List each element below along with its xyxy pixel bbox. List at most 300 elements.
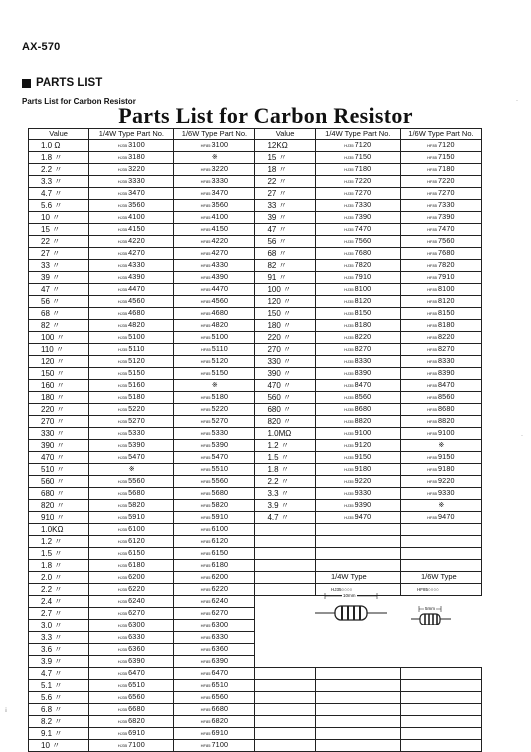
- empty-cell: [315, 524, 400, 536]
- resistor-value: 3.6 〃: [29, 644, 89, 656]
- quarter-watt-part: [89, 200, 174, 212]
- part-number: 6820: [128, 716, 145, 725]
- part-prefix: HJ35: [117, 695, 128, 700]
- sixth-watt-part: [400, 404, 481, 416]
- table-row: [29, 716, 482, 728]
- part-prefix: HF85: [200, 443, 211, 448]
- part-prefix: HJ35: [344, 311, 354, 316]
- table-row: [29, 416, 482, 428]
- resistor-value: 2.0 〃: [29, 572, 89, 584]
- part-prefix: HJ35: [117, 275, 128, 280]
- part-number: 8220: [437, 332, 455, 341]
- part-number: 6200: [128, 572, 145, 581]
- part-number: 6270: [128, 608, 145, 617]
- part-number: ※: [438, 440, 445, 449]
- quarter-watt-part: [89, 620, 174, 632]
- part-prefix: HF85: [427, 347, 437, 352]
- part-number: 3560: [128, 200, 145, 209]
- resistor-value: 1.8 〃: [255, 464, 315, 476]
- empty-cell: [315, 632, 400, 644]
- sixth-watt-part: [174, 452, 255, 464]
- part-prefix: HF85: [427, 203, 437, 208]
- part-number: 5820: [211, 500, 229, 509]
- quarter-watt-part: [89, 356, 174, 368]
- part-number: 7390: [354, 212, 372, 221]
- quarter-watt-part: [315, 476, 400, 488]
- resistor-value: 5.1 〃: [29, 680, 89, 692]
- part-number: 6300: [211, 620, 229, 629]
- sixth-watt-part: [400, 308, 481, 320]
- part-prefix: HF85: [200, 395, 211, 400]
- part-number: ※: [211, 380, 219, 389]
- sixth-watt-part: [400, 344, 481, 356]
- quarter-watt-part: [89, 164, 174, 176]
- part-prefix: HJ35: [344, 251, 354, 256]
- part-number: 8150: [354, 308, 372, 317]
- sixth-watt-part: [174, 572, 255, 584]
- resistor-value: 47 〃: [255, 224, 315, 236]
- part-number: 9330: [354, 488, 372, 497]
- quarter-watt-part: [315, 164, 400, 176]
- part-number: 8100: [354, 284, 372, 293]
- quarter-watt-part: [89, 464, 174, 476]
- empty-cell: [400, 548, 481, 560]
- part-prefix: HJ35: [117, 179, 128, 184]
- quarter-watt-part: [89, 680, 174, 692]
- part-prefix: HJ35: [344, 323, 354, 328]
- table-row: [29, 356, 482, 368]
- part-prefix: HF85: [427, 155, 437, 160]
- part-prefix: HJ35: [117, 287, 128, 292]
- quarter-watt-part: [89, 644, 174, 656]
- part-number: 4330: [128, 260, 145, 269]
- part-number: 7910: [354, 272, 372, 281]
- part-prefix: HF85: [427, 455, 437, 460]
- part-number: 4680: [128, 308, 145, 317]
- part-prefix: HJ35: [344, 239, 354, 244]
- part-prefix: HJ35: [117, 239, 128, 244]
- resistor-value: 68 〃: [29, 308, 89, 320]
- part-prefix: HJ35: [117, 311, 128, 316]
- part-prefix: HF85: [200, 275, 211, 280]
- part-number: 6510: [128, 680, 145, 689]
- part-prefix: HF85: [427, 419, 437, 424]
- resistor-value: 5.6 〃: [29, 200, 89, 212]
- part-prefix: HF85: [200, 359, 211, 364]
- part-number: 3180: [128, 152, 145, 161]
- part-prefix: HJ35: [117, 455, 128, 460]
- table-row: [29, 248, 482, 260]
- sixth-code: HF85○○○○: [417, 587, 439, 592]
- resistor-value: 120 〃: [255, 296, 315, 308]
- quarter-watt-part: [89, 584, 174, 596]
- sixth-watt-part: [174, 500, 255, 512]
- part-prefix: HJ35: [117, 203, 128, 208]
- part-number: 7270: [354, 188, 372, 197]
- table-row: [29, 656, 482, 668]
- resistor-value: 820 〃: [255, 416, 315, 428]
- quarter-watt-part: [89, 524, 174, 536]
- resistor-value: 4.7 〃: [29, 668, 89, 680]
- resistor-value: 150 〃: [255, 308, 315, 320]
- empty-cell: [255, 656, 315, 668]
- resistor-value: 27 〃: [29, 248, 89, 260]
- resistor-value: 3.3 〃: [255, 488, 315, 500]
- part-prefix: HF85: [200, 251, 211, 256]
- empty-cell: [255, 584, 315, 596]
- part-prefix: HF85: [200, 695, 211, 700]
- sixth-watt-part: [174, 284, 255, 296]
- table-row: [29, 680, 482, 692]
- part-prefix: HJ35: [344, 215, 354, 220]
- part-prefix: HJ35: [117, 335, 128, 340]
- table-row: [29, 272, 482, 284]
- resistor-value: 560 〃: [255, 392, 315, 404]
- part-number: 6220: [128, 584, 145, 593]
- sixth-watt-part: [400, 320, 481, 332]
- table-row: [29, 320, 482, 332]
- part-prefix: HF85: [200, 491, 211, 496]
- part-number: 5180: [128, 392, 145, 401]
- resistor-value: 22 〃: [29, 236, 89, 248]
- quarter-watt-part: [89, 188, 174, 200]
- sixth-watt-part: [174, 656, 255, 668]
- part-prefix: HF85: [427, 491, 437, 496]
- part-number: 7390: [437, 212, 455, 221]
- table-row: [29, 260, 482, 272]
- sixth-watt-part: [400, 476, 481, 488]
- resistor-drawings: [311, 565, 482, 625]
- sixth-watt-part: [174, 560, 255, 572]
- part-number: 8560: [437, 392, 455, 401]
- table-row: [29, 284, 482, 296]
- resistor-value: 560 〃: [29, 476, 89, 488]
- part-prefix: HJ35: [344, 335, 354, 340]
- part-prefix: HJ35: [117, 587, 128, 592]
- quarter-watt-part: [89, 212, 174, 224]
- table-row: [29, 380, 482, 392]
- resistor-value: 470 〃: [255, 380, 315, 392]
- sixth-watt-part: [174, 248, 255, 260]
- part-number: 6680: [211, 704, 229, 713]
- resistor-value: 3.9 〃: [29, 656, 89, 668]
- sixth-watt-part: [174, 320, 255, 332]
- sixth-watt-part: [174, 392, 255, 404]
- resistor-value: 120 〃: [29, 356, 89, 368]
- part-prefix: HJ35: [117, 155, 128, 160]
- quarter-watt-part: [315, 440, 400, 452]
- part-prefix: HF85: [200, 719, 211, 724]
- part-prefix: HF85: [200, 191, 211, 196]
- part-prefix: HJ35: [117, 551, 128, 556]
- empty-cell: [255, 680, 315, 692]
- sixth-watt-part: [174, 272, 255, 284]
- part-number: 6360: [211, 644, 229, 653]
- part-number: 5510: [211, 464, 229, 473]
- part-prefix: HJ35: [344, 479, 354, 484]
- part-prefix: HJ35: [117, 683, 128, 688]
- part-number: 4270: [128, 248, 145, 257]
- part-number: 8150: [437, 308, 455, 317]
- part-number: 5910: [211, 512, 229, 521]
- empty-cell: [255, 704, 315, 716]
- part-prefix: HF85: [427, 239, 437, 244]
- sixth-watt-part: [174, 404, 255, 416]
- quarter-watt-part: [315, 308, 400, 320]
- table-row: [29, 440, 482, 452]
- resistor-value: 1.0 Ω: [29, 140, 89, 152]
- sixth-watt-part: [400, 512, 481, 524]
- part-number: 7820: [354, 260, 372, 269]
- empty-cell: [255, 620, 315, 632]
- part-prefix: HF85: [427, 515, 437, 520]
- part-prefix: HJ35: [117, 407, 128, 412]
- sixth-watt-part: [400, 188, 481, 200]
- table-row: [29, 548, 482, 560]
- sixth-watt-part: [400, 176, 481, 188]
- part-number: 8390: [354, 368, 372, 377]
- resistor-value: 6.8 〃: [29, 704, 89, 716]
- resistor-value: 27 〃: [255, 188, 315, 200]
- part-prefix: HF85: [200, 455, 211, 460]
- part-number: 9100: [437, 428, 455, 437]
- quarter-watt-part: [315, 356, 400, 368]
- sixth-type-label: 1/6W Type: [421, 572, 457, 581]
- sixth-watt-part: [174, 308, 255, 320]
- empty-cell: [255, 728, 315, 740]
- part-prefix: HJ35: [344, 299, 354, 304]
- part-prefix: HJ35: [117, 251, 128, 256]
- part-prefix: HF85: [200, 575, 211, 580]
- part-number: 7560: [437, 236, 455, 245]
- part-prefix: HJ35: [117, 167, 128, 172]
- part-prefix: HF85: [200, 287, 211, 292]
- part-prefix: HJ35: [117, 395, 128, 400]
- sixth-watt-part: [174, 536, 255, 548]
- part-prefix: HJ35: [344, 155, 354, 160]
- part-prefix: HF85: [200, 215, 211, 220]
- part-number: 9390: [354, 500, 372, 509]
- sixth-watt-part: [174, 632, 255, 644]
- quarter-watt-part: [89, 716, 174, 728]
- resistor-value: 4.7 〃: [255, 512, 315, 524]
- table-row: [29, 500, 482, 512]
- table-row: [29, 512, 482, 524]
- empty-cell: [255, 608, 315, 620]
- part-number: 6330: [128, 632, 145, 641]
- part-prefix: HF85: [200, 299, 211, 304]
- sixth-watt-part: [400, 140, 481, 152]
- part-number: 7180: [354, 164, 372, 173]
- part-prefix: HF85: [427, 467, 437, 472]
- header-quarter-left: 1/4W Type Part No.: [89, 129, 174, 140]
- part-prefix: HJ35: [117, 491, 128, 496]
- part-prefix: HF85: [427, 311, 437, 316]
- part-prefix: HJ35: [117, 383, 128, 388]
- empty-cell: [315, 680, 400, 692]
- header-quarter-right: 1/4W Type Part No.: [315, 129, 400, 140]
- quarter-watt-part: [89, 572, 174, 584]
- quarter-watt-part: [315, 512, 400, 524]
- part-number: 7560: [354, 236, 372, 245]
- table-row: [29, 236, 482, 248]
- part-prefix: HJ35: [117, 371, 128, 376]
- part-prefix: HJ35: [117, 659, 128, 664]
- table-body: [29, 140, 482, 752]
- quarter-type-label: 1/4W Type: [331, 572, 367, 581]
- header-value-right: Value: [255, 129, 315, 140]
- part-prefix: HJ35: [344, 287, 354, 292]
- quarter-watt-part: [89, 656, 174, 668]
- table-row: [29, 332, 482, 344]
- part-prefix: HJ35: [344, 491, 354, 496]
- sixth-watt-part: [400, 500, 481, 512]
- part-number: 4220: [128, 236, 145, 245]
- part-prefix: HF85: [200, 431, 211, 436]
- part-prefix: HJ35: [117, 719, 128, 724]
- table-row: [29, 644, 482, 656]
- part-number: 6100: [211, 524, 229, 533]
- part-prefix: HF85: [200, 515, 211, 520]
- part-prefix: HJ35: [344, 203, 354, 208]
- part-number: 8270: [354, 344, 372, 353]
- part-prefix: HJ35: [117, 299, 128, 304]
- resistor-value: 1.0MΩ: [255, 428, 315, 440]
- quarter-watt-part: [89, 692, 174, 704]
- sixth-watt-part: [174, 164, 255, 176]
- part-number: 4150: [211, 224, 229, 233]
- resistor-value: 47 〃: [29, 284, 89, 296]
- resistor-value: 270 〃: [29, 416, 89, 428]
- sixth-watt-part: [400, 464, 481, 476]
- part-number: 6240: [128, 596, 145, 605]
- resistor-value: 91 〃: [255, 272, 315, 284]
- part-number: 6300: [128, 620, 145, 629]
- part-number: 4390: [211, 272, 229, 281]
- resistor-value: 150 〃: [29, 368, 89, 380]
- sixth-watt-part: [174, 584, 255, 596]
- part-number: 5150: [128, 368, 145, 377]
- sixth-watt-part: [174, 476, 255, 488]
- scan-mark: ¡: [5, 707, 7, 713]
- part-number: 3330: [128, 176, 145, 185]
- part-prefix: HF85: [200, 551, 211, 556]
- part-number: 6910: [211, 728, 229, 737]
- part-number: 8100: [437, 284, 455, 293]
- empty-cell: [400, 536, 481, 548]
- part-number: 5120: [128, 356, 145, 365]
- sixth-watt-part: [174, 416, 255, 428]
- part-number: 4100: [211, 212, 229, 221]
- quarter-watt-part: [89, 704, 174, 716]
- part-prefix: HJ35: [117, 191, 128, 196]
- empty-cell: [400, 680, 481, 692]
- part-number: 5560: [211, 476, 229, 485]
- part-number: 5330: [211, 428, 229, 437]
- quarter-watt-part: [89, 344, 174, 356]
- part-prefix: HF85: [427, 275, 437, 280]
- resistor-value: 39 〃: [255, 212, 315, 224]
- subheading: Parts List for Carbon Resistor: [22, 97, 136, 106]
- part-prefix: HF85: [427, 167, 437, 172]
- resistor-value: 10 〃: [29, 740, 89, 752]
- part-prefix: HJ35: [344, 431, 354, 436]
- table-row: [29, 428, 482, 440]
- part-number: 6180: [128, 560, 145, 569]
- part-prefix: HF85: [200, 335, 211, 340]
- resistor-value: 33 〃: [29, 260, 89, 272]
- table-header-row: [29, 129, 482, 140]
- table-row: [29, 140, 482, 152]
- part-number: 9220: [437, 476, 455, 485]
- part-number: 5120: [211, 356, 229, 365]
- quarter-watt-part: [89, 272, 174, 284]
- part-prefix: HF85: [427, 251, 437, 256]
- quarter-watt-part: [315, 332, 400, 344]
- table-row: [29, 668, 482, 680]
- part-prefix: HF85: [200, 479, 211, 484]
- table-row: [29, 728, 482, 740]
- quarter-watt-part: [89, 380, 174, 392]
- part-number: 7120: [437, 140, 455, 149]
- sixth-watt-part: [400, 416, 481, 428]
- part-prefix: HJ35: [117, 419, 128, 424]
- sixth-dimension: 5mm: [425, 606, 435, 611]
- resistor-value: 15 〃: [255, 152, 315, 164]
- sixth-watt-part: [174, 464, 255, 476]
- square-bullet-icon: [22, 79, 31, 88]
- part-number: 5220: [128, 404, 145, 413]
- resistor-value: 68 〃: [255, 248, 315, 260]
- part-number: 8270: [437, 344, 455, 353]
- parts-table: [28, 128, 482, 752]
- empty-cell: [315, 692, 400, 704]
- resistor-value: 5.6 〃: [29, 692, 89, 704]
- sixth-watt-part: [400, 392, 481, 404]
- scan-mark: ·: [516, 98, 518, 104]
- table-row: [29, 308, 482, 320]
- part-prefix: HJ35: [117, 563, 128, 568]
- sixth-watt-part: [400, 164, 481, 176]
- part-number: 5560: [128, 476, 145, 485]
- part-number: 6470: [211, 668, 229, 677]
- part-prefix: HF85: [200, 263, 211, 268]
- part-number: 4150: [128, 224, 145, 233]
- sixth-watt-part: [174, 296, 255, 308]
- part-number: 7910: [437, 272, 455, 281]
- part-prefix: HF85: [427, 263, 437, 268]
- sixth-watt-part: [400, 356, 481, 368]
- part-number: 4820: [128, 320, 145, 329]
- sixth-watt-part: [174, 224, 255, 236]
- part-number: 7680: [437, 248, 455, 257]
- empty-cell: [400, 644, 481, 656]
- part-number: 5910: [128, 512, 145, 521]
- quarter-watt-part: [89, 728, 174, 740]
- part-number: 6390: [128, 656, 145, 665]
- empty-cell: [315, 536, 400, 548]
- part-prefix: HF85: [200, 323, 211, 328]
- quarter-watt-part: [89, 416, 174, 428]
- part-number: 6680: [128, 704, 145, 713]
- sixth-watt-part: [400, 440, 481, 452]
- part-number: 5470: [211, 452, 229, 461]
- quarter-watt-part: [315, 404, 400, 416]
- resistor-value: 180 〃: [29, 392, 89, 404]
- resistor-diagram: [311, 565, 482, 625]
- quarter-code: HJ35○○○○: [331, 587, 353, 592]
- part-prefix: HJ35: [118, 347, 128, 352]
